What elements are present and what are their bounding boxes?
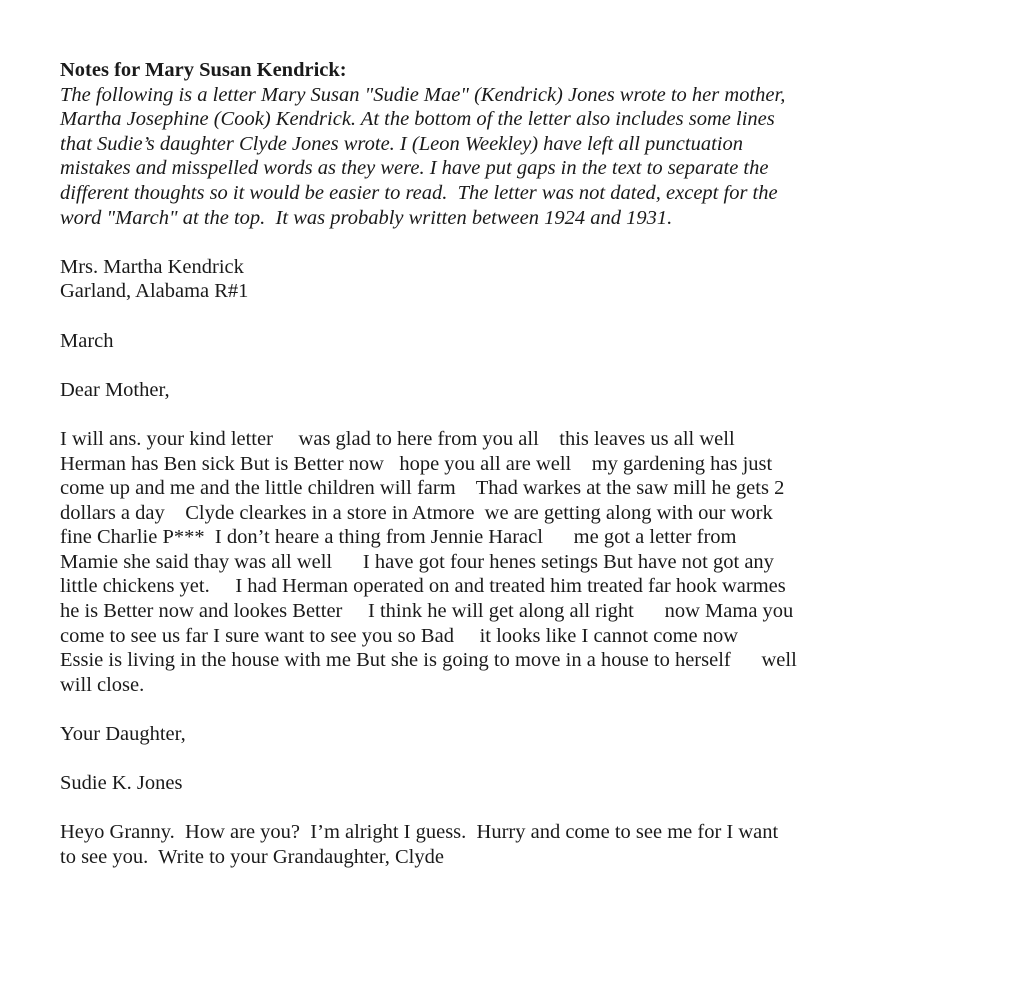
spacer — [60, 304, 960, 329]
body-line: little chickens yet. I had Herman operated on and treated him treated far hook warmes — [60, 575, 786, 598]
intro-line: word "March" at the top. It was probably written between 1924 and 1931. — [60, 206, 673, 229]
body-line: dollars a day Clyde clearkes in a store in Atmore we are getting along with our work — [60, 501, 773, 524]
body-line: Mamie she said thay was all well I have got four henes setings But have not got any — [60, 550, 774, 573]
body-line: Essie is living in the house with me But she is going to move in a house to herself well — [60, 649, 797, 672]
letter-page — [60, 58, 960, 870]
postscript-line: to see you. Write to your Grandaughter, Clyde — [60, 846, 444, 868]
spacer — [60, 796, 960, 821]
body-line: will close. — [60, 673, 145, 696]
postscript — [60, 820, 960, 869]
signature: Sudie K. Jones — [60, 772, 183, 795]
intro-line: that Sudie’s daughter Clyde Jones wrote. I (Leon Weekley) have left all punctuation — [60, 132, 743, 155]
notes-heading: Notes for Mary Susan Kendrick: — [60, 59, 347, 81]
spacer — [60, 353, 960, 378]
body-line: come up and me and the little children will farm Thad warkes at the saw mill he gets 2 — [60, 477, 785, 500]
body-line: come to see us far I sure want to see you so Bad it looks like I cannot come now — [60, 624, 739, 647]
address-block — [60, 255, 960, 304]
letter-body — [60, 427, 960, 698]
spacer — [60, 402, 960, 427]
body-line: I will ans. your kind letter was glad to here from you all this leaves us all well — [60, 427, 735, 450]
postscript-line: Heyo Granny. How are you? I’m alright I guess. Hurry and come to see me for I want — [60, 821, 779, 844]
closing: Your Daughter, — [60, 723, 186, 746]
spacer — [60, 747, 960, 772]
intro-paragraph — [60, 83, 960, 231]
body-line: he is Better now and lookes Better I think he will get along all right now Mama you — [60, 600, 794, 623]
intro-line: Martha Josephine (Cook) Kendrick. At the bottom of the letter also includes some lines — [60, 108, 775, 131]
intro-line: different thoughts so it would be easier to read. The letter was not dated, except for the — [60, 181, 778, 204]
letter-month: March — [60, 329, 114, 352]
body-line: fine Charlie P*** I don’t heare a thing from Jennie Haracl me got a letter from — [60, 526, 737, 549]
address-line: Garland, Alabama R#1 — [60, 280, 249, 303]
intro-line: mistakes and misspelled words as they were. I have put gaps in the text to separate the — [60, 157, 769, 180]
salutation: Dear Mother, — [60, 378, 170, 401]
spacer — [60, 230, 960, 255]
spacer — [60, 697, 960, 722]
body-line: Herman has Ben sick But is Better now hope you all are well my gardening has just — [60, 452, 773, 475]
intro-line: The following is a letter Mary Susan "Sudie Mae" (Kendrick) Jones wrote to her mother, — [60, 83, 786, 106]
address-line: Mrs. Martha Kendrick — [60, 255, 244, 278]
